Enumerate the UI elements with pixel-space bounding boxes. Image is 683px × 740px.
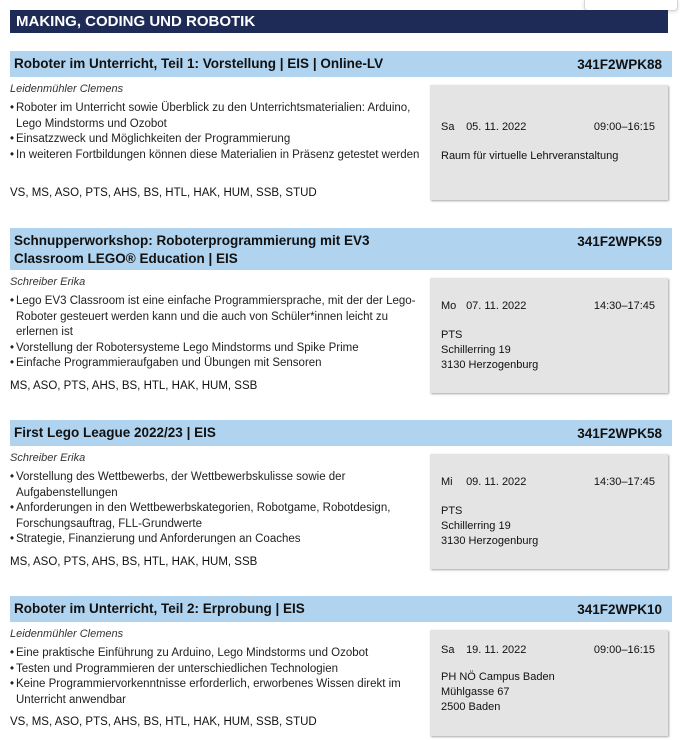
location-line: 3130 Herzogenburg: [441, 359, 539, 371]
course-block: [10, 51, 672, 199]
course-code: 341F2WPK88: [577, 57, 662, 72]
list-item: • Lego EV3 Classroom ist eine einfache Programmiersprache, mit der der Lego-Roboter gesteuert werden kann und die auch von Schüler*innen leicht zu erlernen ist: [10, 294, 422, 341]
list-item: • Eine praktische Einführung zu Arduino, Lego Mindstorms und Ozobot: [10, 646, 422, 662]
location-line: Raum für virtuelle Lehrveranstaltung: [441, 150, 619, 162]
instructor-name: Schreiber Erika: [10, 452, 86, 464]
course-header[interactable]: [10, 420, 672, 446]
list-item: • Einsatzzweck und Möglichkeiten der Programmierung: [10, 132, 422, 148]
course-title: Roboter im Unterricht, Teil 1: Vorstellung | EIS | Online-LV: [14, 56, 384, 71]
course-date: 07. 11. 2022: [466, 300, 527, 312]
instructor-name: Leidenmühler Clemens: [10, 628, 124, 640]
list-item: • Anforderungen in den Wettbewerbskategorien, Robotgame, Robotdesign, Forschungsauftrag, FLL-Grundwerte: [10, 501, 422, 532]
list-item: • Testen und Programmieren der unterschiedlichen Technologien: [10, 662, 422, 678]
description-list: [10, 294, 422, 372]
description-list: [10, 646, 422, 708]
date-line: [441, 476, 655, 488]
list-item: • Einfache Programmieraufgaben und Übungen mit Sensoren: [10, 356, 422, 372]
date-line: [441, 300, 655, 312]
course-code: 341F2WPK58: [577, 426, 662, 441]
course-code: 341F2WPK59: [577, 234, 662, 249]
location-line: PTS: [441, 505, 463, 517]
location: [441, 504, 538, 549]
course-date: 09. 11. 2022: [466, 476, 527, 488]
target-audience: MS, ASO, PTS, AHS, BS, HTL, HAK, HUM, SSB: [10, 380, 258, 392]
location-line: PH NÖ Campus Baden: [441, 671, 555, 683]
course-date: 05. 11. 2022: [466, 121, 527, 133]
course-title: First Lego League 2022/23 | EIS: [14, 425, 216, 440]
weekday: Sa: [441, 121, 455, 133]
list-item: • Strategie, Finanzierung und Anforderungen an Coaches: [10, 532, 422, 548]
list-item: • Roboter im Unterricht sowie Überblick zu den Unterrichtsmaterialien: Arduino, Lego Mindstorms und Ozobot: [10, 101, 422, 132]
course-header[interactable]: [10, 596, 672, 622]
location-line: 3130 Herzogenburg: [441, 535, 539, 547]
date-line: [441, 121, 655, 133]
course-time: 09:00–16:15: [593, 121, 655, 133]
course-block: [10, 596, 672, 728]
list-item: • In weiteren Fortbildungen können diese Materialien in Präsenz getestet werden: [10, 148, 422, 164]
location-line: 2500 Baden: [441, 701, 501, 713]
location: [441, 149, 618, 164]
course-time: 14:30–17:45: [593, 476, 655, 488]
weekday: Mi: [441, 476, 453, 488]
location-line: Schillerring 19: [441, 520, 511, 532]
schedule-box: [430, 454, 668, 569]
schedule-box: [430, 630, 668, 736]
location: [441, 670, 555, 715]
course-block: [10, 228, 672, 392]
course-header[interactable]: [10, 228, 672, 270]
course-date: 19. 11. 2022: [466, 644, 527, 656]
course-header[interactable]: [10, 51, 672, 77]
instructor-name: Leidenmühler Clemens: [10, 83, 124, 95]
list-item: • Keine Programmiervorkenntnisse erforderlich, erworbenes Wissen direkt im Unterricht anwendbar: [10, 677, 422, 708]
section-title: MAKING, CODING UND ROBOTIK: [10, 10, 668, 33]
location-line: PTS: [441, 329, 463, 341]
list-item: • Vorstellung der Robotersysteme Lego Mindstorms und Spike Prime: [10, 341, 422, 357]
schedule-box: [430, 278, 668, 393]
target-audience: VS, MS, ASO, PTS, AHS, BS, HTL, HAK, HUM, SSB, STUD: [10, 716, 317, 728]
target-audience: MS, ASO, PTS, AHS, BS, HTL, HAK, HUM, SSB: [10, 556, 258, 568]
weekday: Sa: [441, 644, 455, 656]
description-list: [10, 470, 422, 548]
list-item: • Vorstellung des Wettbewerbs, der Wettbewerbskulisse sowie der Aufgabenstellungen: [10, 470, 422, 501]
course-time: 09:00–16:15: [593, 644, 655, 656]
instructor-name: Schreiber Erika: [10, 276, 86, 288]
schedule-box: [430, 85, 668, 200]
description-list: [10, 101, 422, 163]
location-line: Schillerring 19: [441, 344, 511, 356]
date-line: [441, 644, 655, 656]
location: [441, 328, 538, 373]
location-line: Mühlgasse 67: [441, 686, 510, 698]
weekday: Mo: [441, 300, 457, 312]
target-audience: VS, MS, ASO, PTS, AHS, BS, HTL, HAK, HUM, SSB, STUD: [10, 187, 317, 199]
course-title: Schnupperworkshop: Roboterprogrammierung mit EV3 Classroom LEGO® Education | EIS: [14, 233, 370, 266]
course-code: 341F2WPK10: [577, 602, 662, 617]
course-block: [10, 420, 672, 568]
course-title: Roboter im Unterricht, Teil 2: Erprobung | EIS: [14, 601, 305, 616]
course-time: 14:30–17:45: [593, 300, 655, 312]
